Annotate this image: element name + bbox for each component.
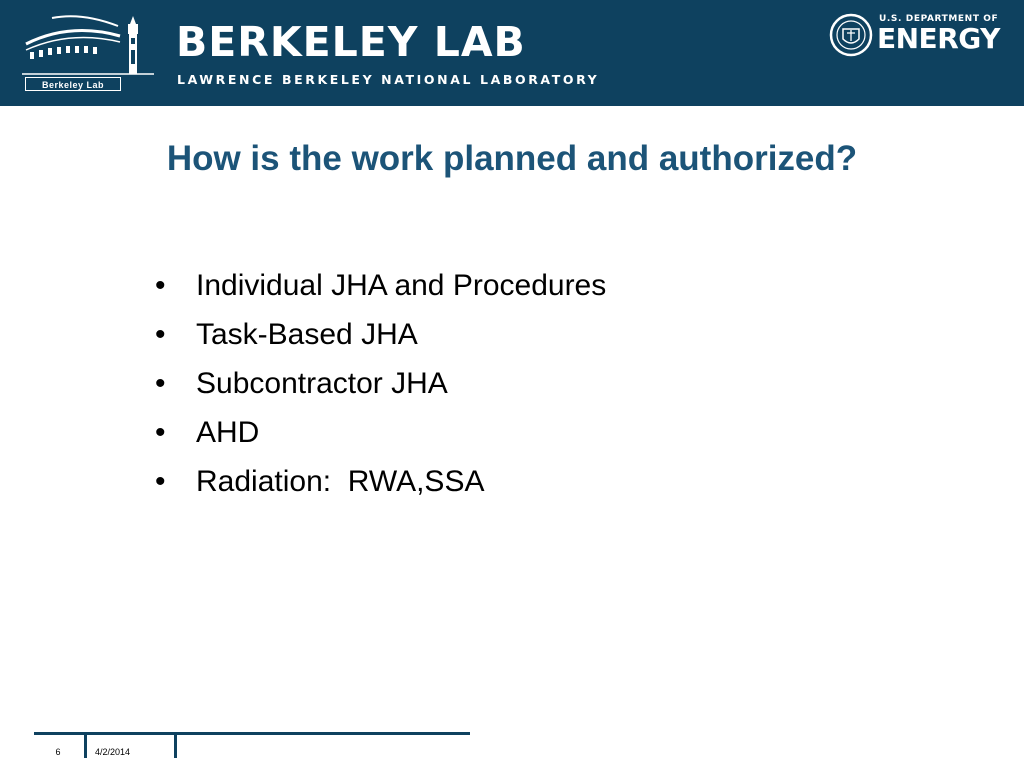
header-banner — [0, 0, 1024, 106]
bullet-glyph: • — [155, 416, 166, 449]
lab-subtitle: LAWRENCE BERKELEY NATIONAL LABORATORY — [177, 72, 600, 87]
bullet-item — [155, 460, 485, 509]
bullet-glyph: • — [155, 465, 166, 498]
bullet-text: Individual JHA and Procedures — [196, 269, 607, 302]
lab-name: BERKELEY LAB — [176, 18, 526, 66]
footer-date: 4/2/2014 — [95, 747, 131, 757]
page-number: 6 — [55, 747, 61, 757]
bullet-glyph: • — [155, 367, 166, 400]
bullet-text: AHD — [196, 416, 260, 449]
doe-seal-icon — [829, 13, 873, 57]
bullet-item — [155, 411, 260, 460]
bullet-item — [155, 362, 448, 411]
footer-divider — [174, 732, 177, 758]
bullet-text: Radiation: RWA,SSA — [196, 465, 485, 498]
footer-rule — [34, 732, 470, 735]
doe-energy-label: ENERGY — [877, 22, 1000, 55]
doe-department-label: U.S. DEPARTMENT OF — [879, 14, 999, 24]
bullet-text: Subcontractor JHA — [196, 367, 448, 400]
bullet-item — [155, 313, 418, 362]
bullet-text: Task-Based JHA — [196, 318, 418, 351]
bullet-list — [155, 264, 607, 509]
slide-title: How is the work planned and authorized? — [166, 139, 858, 178]
bullet-item — [155, 264, 607, 313]
footer-divider — [84, 732, 87, 758]
logo-caption: Berkeley Lab — [25, 77, 121, 91]
bullet-glyph: • — [155, 318, 166, 351]
bullet-glyph: • — [155, 269, 166, 302]
